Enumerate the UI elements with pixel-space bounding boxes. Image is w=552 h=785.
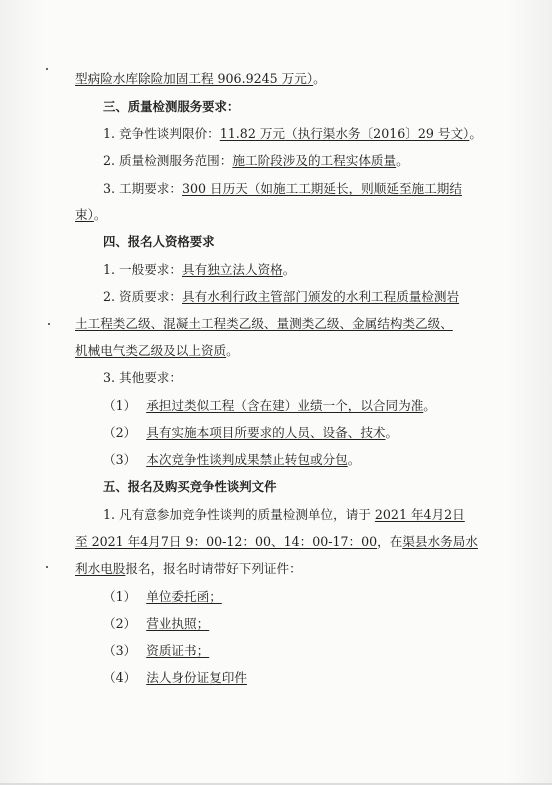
text: 。 xyxy=(347,452,361,467)
item-number: （4） xyxy=(103,670,137,685)
list-item xyxy=(103,670,247,686)
list-item xyxy=(103,398,436,414)
text-line xyxy=(103,289,459,305)
text-line: 3. 其他要求： xyxy=(103,370,182,385)
text: 。 xyxy=(226,343,239,358)
text: 报名，报名时请带好下列证件： xyxy=(125,561,302,576)
text: 2. 质量检测服务范围： xyxy=(103,153,233,168)
text: 1. 竞争性谈判限价： xyxy=(103,126,220,141)
text-line xyxy=(75,207,106,223)
list-item xyxy=(103,616,209,632)
underlined-text: 具有实施本项目所要求的人员、设备、技术 xyxy=(146,425,386,440)
text: ，在 xyxy=(377,534,403,549)
text: 。 xyxy=(282,262,296,277)
scan-speck xyxy=(46,68,48,70)
underlined-text: 利水电股 xyxy=(75,561,126,576)
list-item xyxy=(103,425,398,441)
underlined-text: 渠县水务局水 xyxy=(402,534,478,549)
text: 2. 资质要求： xyxy=(103,289,182,304)
text: 。 xyxy=(313,71,326,86)
list-item xyxy=(103,643,209,659)
text-line xyxy=(103,153,409,169)
underlined-text: 300 日历天（如施工工期延长，则顺延至施工期结 xyxy=(182,181,462,196)
underlined-text: 束） xyxy=(75,207,94,222)
underlined-text: 土工程类乙级、混凝土工程类乙级、量测类乙级、金属结构类乙级、 xyxy=(75,316,453,331)
section-heading: 三、质量检测服务要求： xyxy=(103,99,240,114)
section-heading: 五、报名及购买竞争性谈判文件 xyxy=(103,479,277,494)
text: 。 xyxy=(93,207,107,222)
list-item xyxy=(103,589,222,605)
list-item xyxy=(103,452,360,468)
underlined-text: 机械电气类乙级及以上资质 xyxy=(75,343,227,358)
text-line xyxy=(75,343,239,359)
underlined-text: 资质证书； xyxy=(146,643,210,658)
text-line xyxy=(75,71,326,87)
item-number: （1） xyxy=(103,589,137,604)
item-number: （2） xyxy=(103,425,137,440)
underlined-text: 营业执照； xyxy=(146,616,210,631)
item-number: （3） xyxy=(103,452,137,467)
underlined-text: 型病险水库除险加固工程 906.9245 万元） xyxy=(75,71,314,86)
text: 1. 凡有意参加竞争性谈判的质量检测单位，请于 xyxy=(103,507,375,522)
text: 。 xyxy=(423,398,436,413)
text: 。 xyxy=(385,425,399,440)
text: 。 xyxy=(469,126,482,141)
text: 。 xyxy=(396,153,409,168)
underlined-text: 施工阶段涉及的工程实体质量 xyxy=(232,153,397,168)
item-number: （1） xyxy=(103,398,137,413)
text-line xyxy=(103,181,462,197)
underlined-text: 至 2021 年4月7日 9：00-12：00、14：00-17：00 xyxy=(75,534,378,549)
underlined-text: 法人身份证复印件 xyxy=(146,670,247,685)
underlined-text: 具有水利行政主管部门颁发的水利工程质量检测岩 xyxy=(182,289,460,304)
text: 3. 工期要求： xyxy=(103,181,182,196)
text-line xyxy=(75,534,478,550)
text-line xyxy=(103,262,295,278)
underlined-text: 单位委托函； xyxy=(146,589,222,604)
scan-speck xyxy=(46,566,48,568)
text: 1. 一般要求： xyxy=(103,262,182,277)
scan-speck xyxy=(48,323,50,325)
underlined-text: 2021 年4月2日 xyxy=(374,507,465,522)
item-number: （2） xyxy=(103,616,137,631)
underlined-text: 11.82 万元（执行渠水务〔2016〕29 号文） xyxy=(219,126,470,141)
text-line xyxy=(75,316,453,332)
underlined-text: 具有独立法人资格 xyxy=(182,262,283,277)
underlined-text: 承担过类似工程（含在建）业绩一个，以合同为准 xyxy=(146,398,424,413)
item-number: （3） xyxy=(103,643,137,658)
section-heading: 四、报名人资格要求 xyxy=(103,234,215,249)
text-line xyxy=(75,561,302,577)
text-line xyxy=(103,126,482,142)
underlined-text: 本次竞争性谈判成果禁止转包或分包 xyxy=(146,452,348,467)
text-line xyxy=(103,507,465,523)
